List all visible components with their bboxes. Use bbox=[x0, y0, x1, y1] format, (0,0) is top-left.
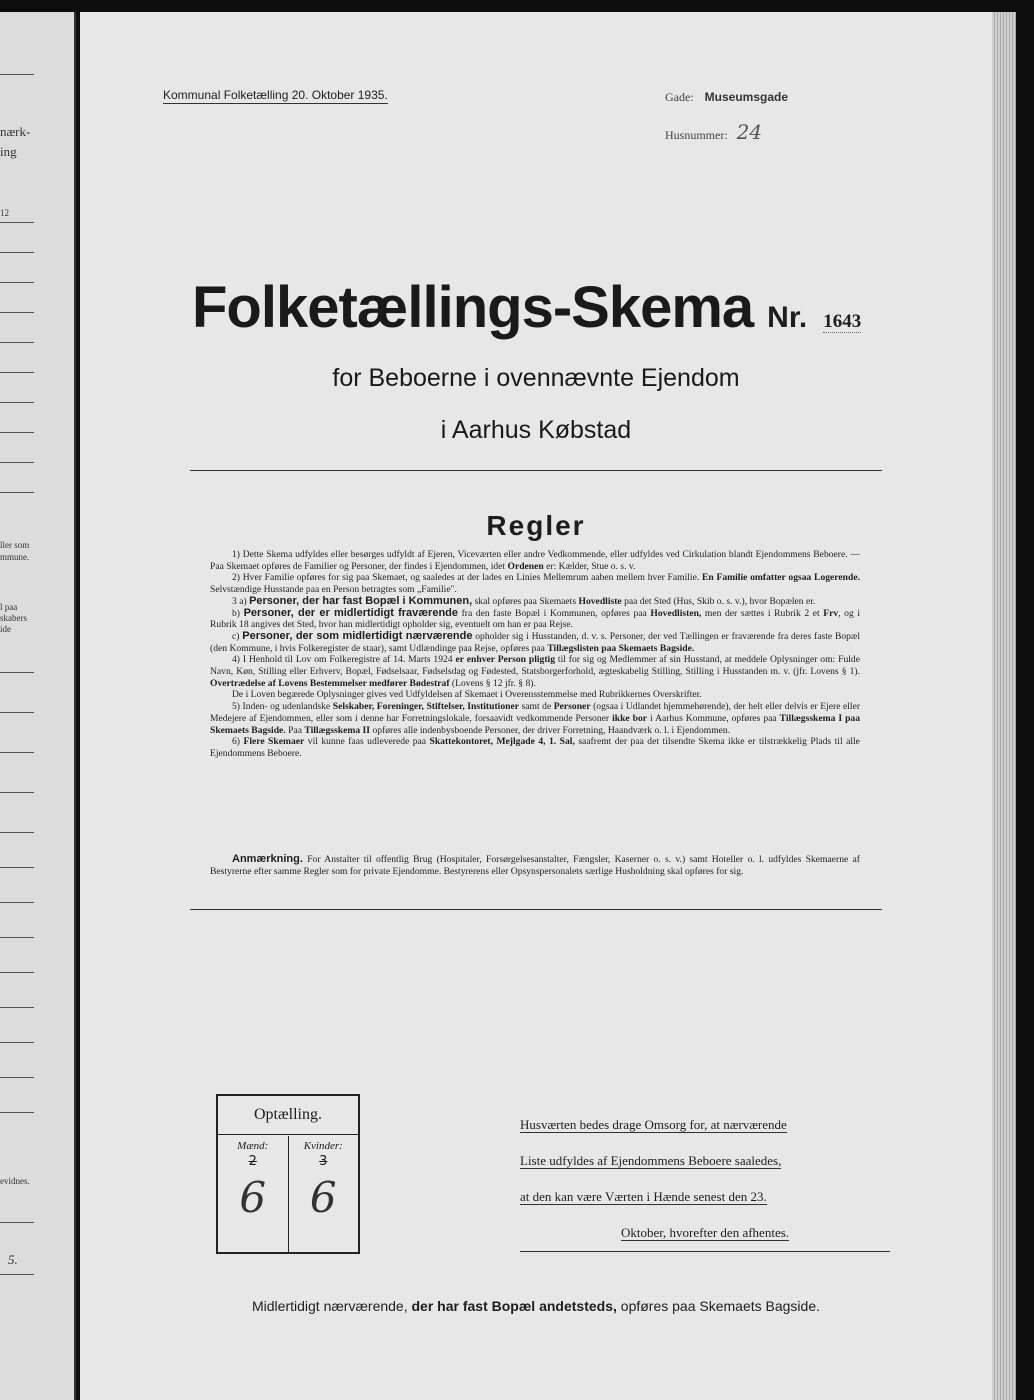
margin-fragment: l paa bbox=[0, 602, 18, 612]
rules-text bbox=[210, 549, 860, 760]
margin-rule bbox=[0, 492, 34, 493]
margin-rule bbox=[0, 1112, 34, 1113]
margin-rule bbox=[0, 712, 34, 713]
house-number-field bbox=[665, 120, 762, 144]
margin-rule bbox=[0, 972, 34, 973]
margin-fragment: ller som bbox=[0, 540, 30, 550]
remark-text: For Anstalter til offentlig Brug (Hospitaler, Forsørgelsesanstalter, Fængsler, Kaserner o. s. v.) samt Hoteller o. l. udfyldes Skemaerne af Bestyrerne efter samme Regler som for private Ejendomme. Bestyrerens eller Opsynspersonalets særlige Husholdning skal opføres for sig. bbox=[210, 854, 860, 877]
count-women-label: Kvinder: bbox=[303, 1140, 343, 1152]
margin-rule bbox=[0, 252, 34, 253]
divider-top bbox=[190, 470, 882, 471]
form-title-row bbox=[192, 274, 861, 341]
house-number-value: 24 bbox=[736, 120, 763, 144]
margin-rule bbox=[0, 752, 34, 753]
margin-fragment: 5. bbox=[8, 1252, 18, 1267]
landlord-notice bbox=[520, 1107, 890, 1252]
margin-fragment: skabers bbox=[0, 613, 27, 623]
margin-rule bbox=[0, 372, 34, 373]
margin-rule bbox=[0, 672, 34, 673]
margin-rule bbox=[0, 937, 34, 938]
notice-line: Oktober, hvorefter den afhentes. bbox=[520, 1215, 890, 1252]
margin-rule bbox=[0, 312, 34, 313]
margin-rule bbox=[0, 1274, 34, 1275]
rule-3c: c) Personer, der som midlertidigt nærværende opholder sig i Husstanden, d. v. s. Personer, der ved Tællingen er fraværende fra deres faste Bopæl (den Kommune, i hvis Folkeregister de staar), samt Udlændinge paa Rejse, opføres paa Tillægslisten paa Skemaets Bagside. bbox=[210, 629, 860, 654]
census-header-title: Kommunal Folketælling 20. Oktober 1935. bbox=[163, 88, 388, 102]
left-page-margin bbox=[0, 12, 76, 1400]
margin-rule bbox=[0, 867, 34, 868]
rule-2: 2) Hver Familie opføres for sig paa Skemaet, og saaledes at der lades en Linies Mellemrum aaben mellem hver Familie. En Familie omfatter ogsaa Logerende. Selvstændige Husstande paa en Person betragtes som „Familie". bbox=[210, 572, 860, 596]
notice-line: at den kan være Værten i Hænde senest den 23. bbox=[520, 1189, 767, 1204]
remark-label: Anmærkning. bbox=[232, 853, 303, 865]
count-men-struck-value: 2 bbox=[248, 1154, 257, 1169]
margin-fragment: ing bbox=[0, 144, 17, 159]
street-label: Gade: bbox=[665, 90, 694, 104]
margin-rule bbox=[0, 342, 34, 343]
margin-rule bbox=[0, 402, 34, 403]
form-location: i Aarhus Købstad bbox=[440, 416, 632, 444]
margin-rule bbox=[0, 1077, 34, 1078]
rule-3b: b) Personer, der er midlertidigt fraværende fra den faste Bopæl i Kommunen, opføres paa Hovedlisten, men der sættes i Rubrik 2 et Frv, og i Rubrik 18 angives det Sted, hvor han midlertidigt opholder sig, eventuelt om han er paa Rejse. bbox=[210, 606, 861, 631]
count-men-column bbox=[218, 1136, 288, 1252]
margin-fragment: evidnes. bbox=[0, 1176, 30, 1186]
margin-rule bbox=[0, 902, 34, 903]
margin-rule bbox=[0, 1042, 34, 1043]
margin-rule bbox=[0, 792, 34, 793]
house-number-label: Husnummer: bbox=[665, 128, 728, 142]
footer-note: Midlertidigt nærværende, der har fast Bopæl andetsteds, opføres paa Skemaets Bagside. bbox=[251, 1298, 821, 1314]
margin-rule bbox=[0, 1007, 34, 1008]
notice-line: Liste udfyldes af Ejendommens Beboere saaledes, bbox=[520, 1153, 782, 1168]
margin-fragment: ide bbox=[0, 624, 11, 634]
count-box bbox=[216, 1094, 360, 1254]
notice-line: Husværten bedes drage Omsorg for, at nærværende bbox=[520, 1117, 787, 1132]
form-number-label: Nr. bbox=[767, 301, 808, 334]
margin-rule bbox=[0, 432, 34, 433]
margin-rule bbox=[0, 222, 34, 223]
margin-rule bbox=[0, 462, 34, 463]
rule-4: 4) I Henhold til Lov om Folkeregistre af 14. Marts 1924 er enhver Person pligtig til for sig og Medlemmer af sin Husstand, at meddele Oplysninger om: Fulde Navn, Køn, Stilling eller Erhverv, Bopæl, Fødselsaar, Fødselsdag og Fødested, Statsborgerforhold, ægteskabelig Stilling, Stilling i Husstanden m. v. (jfr. Lovens § 1). Overtrædelse af Lovens Bestemmelser medfører Bødestraf (Lovens § 12 jfr. § 8). bbox=[210, 654, 860, 689]
margin-fragment: mmune. bbox=[0, 552, 30, 562]
form-title: Folketællings-Skema bbox=[192, 275, 754, 340]
remark-paragraph bbox=[210, 853, 860, 878]
street-field bbox=[665, 90, 788, 105]
count-box-title: Optælling. bbox=[218, 1096, 358, 1135]
count-women-struck-value: 3 bbox=[319, 1154, 328, 1169]
margin-rule bbox=[0, 282, 34, 283]
count-men-label: Mænd: bbox=[237, 1140, 269, 1152]
form-number-value: 1643 bbox=[823, 311, 862, 332]
form-subtitle: for Beboerne i ovennævnte Ejendom bbox=[332, 364, 740, 392]
page-edge-stack bbox=[992, 12, 1016, 1400]
rule-1: 1) Dette Skema udfyldes eller besørges udfyldt af Ejeren, Viceværten eller andre Vedkommende, eller udfyldes ved Cirkulation blandt Ejendommens Beboere. — Paa Skemaet opføres de Familier og Personer, der findes i Ejendommen, idet Ordenen er: Kælder, Stue o. s. v. bbox=[210, 549, 860, 572]
count-women-column bbox=[288, 1136, 359, 1252]
count-women-value: 6 bbox=[309, 1173, 337, 1222]
rule-6: 6) Flere Skemaer vil kunne faas udleverede paa Skattekontoret, Mejlgade 4, 1. Sal, saafremt der paa det tilsendte Skema ikke er tilstrækkelig Plads til alle Ejendommens Beboere. bbox=[210, 736, 860, 759]
margin-rule bbox=[0, 74, 34, 75]
margin-fragment: 12 bbox=[0, 208, 9, 218]
count-men-value: 6 bbox=[239, 1173, 267, 1222]
margin-rule bbox=[0, 1222, 34, 1223]
margin-rule bbox=[0, 832, 34, 833]
divider-bottom bbox=[190, 909, 882, 910]
rule-5: 5) Inden- og udenlandske Selskaber, Foreninger, Stiftelser, Institutioner samt de Personer (ogsaa i Udlandet hjemmehørende), der helt eller delvis er Ejere eller Medejere af Ejendommen, eller som i denne har Forretningslokale, forsaavidt vedkommende Personer ikke bor i Aarhus Kommune, opføres paa Tillægsskema I paa Skemaets Bagside. Paa Tillægsskema II opføres alle indenbysboende Personer, der driver Forretning, Haandværk o. l. i Ejendommen. bbox=[210, 701, 861, 736]
street-value: Museumsgade bbox=[704, 90, 789, 104]
margin-fragment: nærk- bbox=[0, 124, 31, 139]
rules-heading: Regler bbox=[486, 510, 586, 541]
rule-3a: 3 a) Personer, der har fast Bopæl i Kommunen, skal opføres paa Skemaets Hovedliste paa det Sted (Hus, Skib o. s. v.), hvor Bopælen er. bbox=[232, 594, 816, 607]
census-form-page bbox=[80, 12, 992, 1400]
rule-4-note: De i Loven begærede Oplysninger gives ved Udfyldelsen af Skemaet i Overensstemmelse med Rubrikkernes Overskrifter. bbox=[232, 689, 702, 701]
